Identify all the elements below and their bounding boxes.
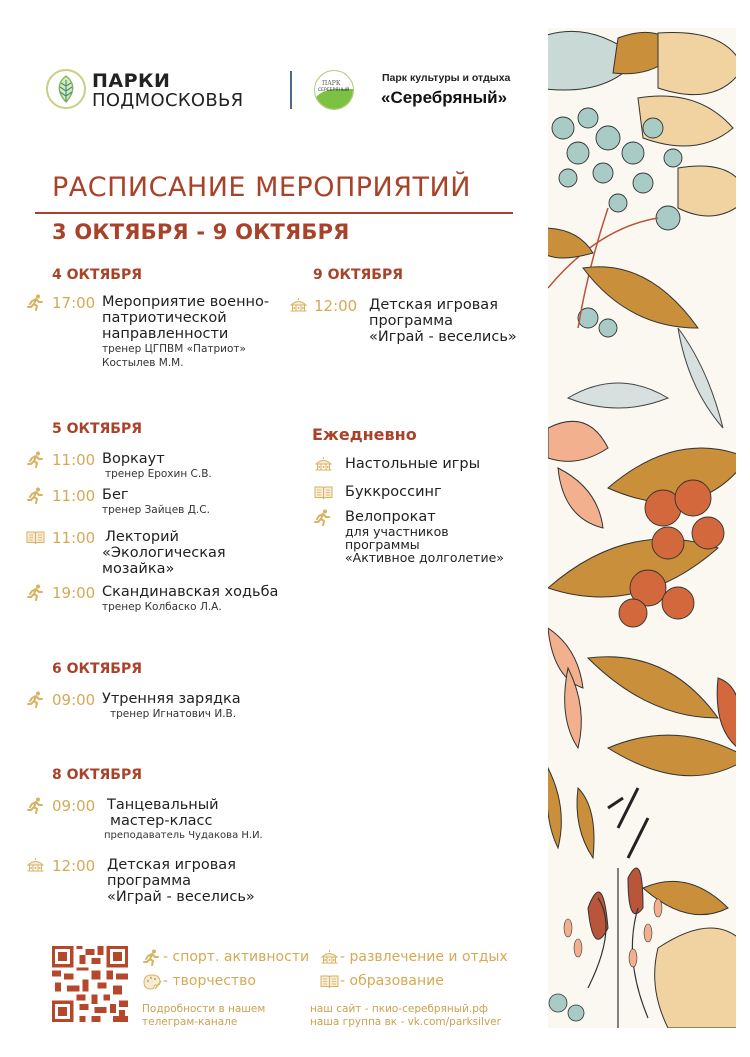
runner-icon	[26, 487, 46, 503]
event-title: программа	[107, 873, 192, 889]
logo-text-podmoskovya: ПОДМОСКОВЬЯ	[92, 90, 244, 111]
runner-icon	[26, 797, 46, 813]
legend-sport	[142, 949, 309, 965]
park-logo-text-1: ПАРК	[322, 80, 341, 87]
carousel-icon	[319, 949, 339, 965]
date-range: 3 ОКТЯБРЯ - 9 ОКТЯБРЯ	[52, 220, 350, 244]
daily-detail: для участников	[345, 524, 449, 539]
daily-item	[313, 509, 504, 564]
event-title: Детская игровая	[107, 857, 236, 873]
event-item	[26, 487, 210, 517]
logo-text-parki: ПАРКИ	[92, 70, 171, 92]
event-title: Мероприятие военно-	[102, 294, 270, 310]
title-underline	[35, 212, 513, 214]
legend-creativity	[142, 973, 256, 989]
telegram-note-line2: телеграм-канале	[142, 1016, 238, 1028]
day-heading: 6 ОКТЯБРЯ	[52, 661, 143, 677]
runner-icon	[26, 294, 46, 310]
event-item	[24, 529, 226, 577]
carousel-icon	[313, 456, 333, 472]
event-time: 19:00	[52, 584, 96, 602]
event-title: «Играй - веселись»	[369, 329, 517, 345]
event-title: программа	[369, 313, 454, 329]
event-detail: преподаватель Чудакова Н.И.	[104, 830, 263, 841]
event-item	[25, 857, 255, 905]
event-title: Утренняя зарядка	[102, 691, 241, 707]
event-title: патриотической	[102, 310, 227, 326]
event-time: 09:00	[52, 797, 96, 815]
event-title: «Экологическая	[102, 545, 226, 561]
event-title: Скандинавская ходьба	[102, 584, 279, 600]
event-title: Лекторий	[105, 529, 179, 545]
day-heading: 5 ОКТЯБРЯ	[52, 421, 143, 437]
event-item	[26, 691, 241, 721]
daily-detail: «Активное долголетие»	[345, 550, 504, 565]
day-heading: 9 ОКТЯБРЯ	[313, 267, 404, 283]
daily-title: Велопрокат	[345, 509, 436, 525]
telegram-note-line1: Подробности в нашем	[142, 1003, 266, 1015]
event-title: Воркаут	[102, 451, 165, 467]
daily-item	[313, 484, 442, 500]
event-time: 11:00	[52, 451, 96, 469]
book-icon	[24, 529, 46, 545]
site-link[interactable]: наш сайт - пкио-серебряный.рф	[310, 1003, 488, 1015]
event-item	[26, 451, 212, 481]
legend-sport-label: - спорт. активности	[163, 949, 310, 965]
runner-icon	[26, 691, 46, 707]
daily-detail: программы	[345, 537, 420, 552]
event-detail: тренер Ерохин С.В.	[105, 468, 212, 480]
event-title: мозайка»	[102, 561, 175, 577]
park-serebryany-logo	[314, 70, 354, 110]
daily-item	[313, 456, 480, 472]
event-title: Бег	[102, 487, 129, 503]
runner-icon	[26, 584, 46, 600]
event-title: Детская игровая	[369, 297, 498, 313]
event-item	[288, 297, 517, 345]
event-time: 17:00	[52, 294, 96, 312]
legend-education-label: - образование	[340, 973, 444, 989]
palette-icon	[142, 973, 162, 989]
carousel-icon	[288, 297, 308, 313]
runner-icon	[313, 509, 333, 525]
daily-heading: Ежедневно	[312, 425, 417, 444]
event-detail: тренер ЦГПВМ «Патриот»	[102, 343, 246, 355]
day-block-oct-4	[52, 267, 142, 283]
legend-entertainment	[319, 949, 508, 965]
event-item	[26, 584, 278, 614]
event-title: направленности	[102, 326, 229, 342]
event-time: 11:00	[52, 487, 96, 505]
vk-link[interactable]: наша группа вк - vk.com/parksilver	[310, 1016, 501, 1028]
event-detail: тренер Игнатович И.В.	[110, 708, 237, 720]
legend-entertainment-label: - развлечение и отдых	[340, 949, 508, 965]
telegram-note[interactable]	[142, 1003, 265, 1029]
event-detail: тренер Колбаско Л.А.	[102, 601, 222, 613]
carousel-icon	[25, 857, 45, 873]
legend-creativity-label: - творчество	[163, 973, 256, 989]
qr-code[interactable]	[52, 946, 128, 1022]
event-detail: тренер Зайцев Д.С.	[102, 504, 210, 516]
day-heading: 8 ОКТЯБРЯ	[52, 767, 143, 783]
event-title: «Играй - веселись»	[107, 889, 255, 905]
event-time: 09:00	[52, 691, 96, 709]
park-logo-text-2: СЕРЕБРЯНЫЙ	[318, 88, 350, 93]
park-name: «Серебряный»	[381, 88, 508, 107]
event-item	[26, 797, 263, 843]
page-title: РАСПИСАНИЕ МЕРОПРИЯТИЙ	[52, 172, 471, 203]
book-icon	[319, 973, 339, 989]
runner-icon	[26, 451, 46, 467]
daily-title: Настольные игры	[345, 456, 481, 472]
parki-podmoskovya-logo-icon	[46, 69, 86, 109]
book-icon	[313, 484, 333, 500]
park-subtitle: Парк культуры и отдыха	[382, 72, 511, 84]
day-heading: 4 ОКТЯБРЯ	[52, 267, 143, 283]
header-divider	[290, 71, 292, 109]
event-time: 12:00	[314, 297, 358, 315]
event-title: Танцевальный	[107, 797, 219, 813]
floral-illustration	[548, 28, 736, 1028]
event-detail: Костылев М.М.	[102, 357, 184, 369]
event-time: 12:00	[52, 857, 96, 875]
runner-icon	[142, 949, 162, 965]
event-item	[26, 294, 269, 370]
event-time: 11:00	[52, 529, 96, 547]
daily-title: Буккроссинг	[345, 484, 442, 500]
legend-education	[319, 973, 444, 989]
event-title: мастер-класс	[110, 813, 213, 829]
contacts	[310, 1003, 501, 1029]
